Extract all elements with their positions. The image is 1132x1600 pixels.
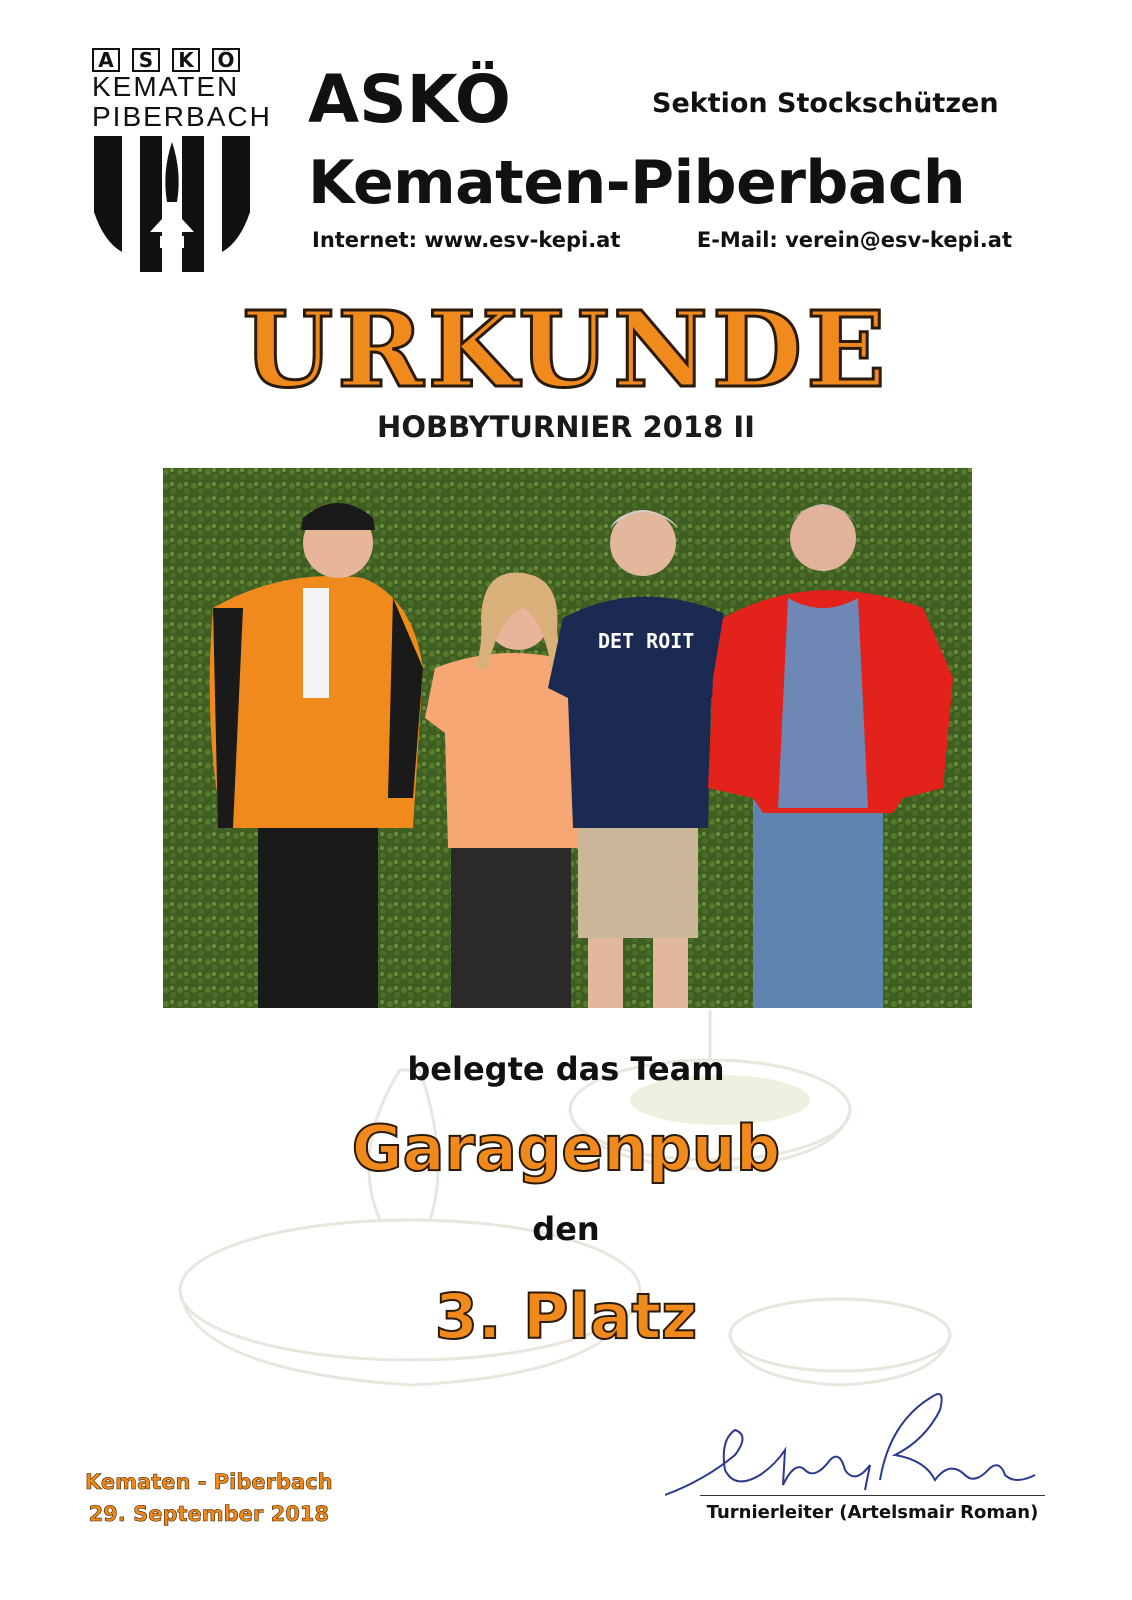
den-text: den <box>532 1210 600 1248</box>
email-link[interactable]: E-Mail: verein@esv-kepi.at <box>696 228 1012 252</box>
logo-letter: S <box>132 48 160 72</box>
date: 29. September 2018 <box>88 1502 330 1526</box>
svg-text:DET ROIT: DET ROIT <box>598 629 695 653</box>
logo-letter: A <box>92 48 120 72</box>
place: Kematen - Piberbach <box>85 1470 333 1494</box>
logo-shield-icon <box>92 132 252 274</box>
team-photo <box>163 468 972 1008</box>
contact-line <box>312 228 1012 252</box>
tournament-name: HOBBYTURNIER 2018 II <box>377 410 755 444</box>
logo-kematen: KEMATEN <box>92 71 240 102</box>
signature-caption: Turnierleiter (Artelsmair Roman) <box>706 1502 1039 1523</box>
logo-letter: K <box>172 48 200 72</box>
website-link[interactable]: Internet: www.esv-kepi.at <box>312 228 621 252</box>
club-name-line1: ASKÖ <box>308 61 511 138</box>
handwritten-signature <box>665 1380 1045 1510</box>
place-date-block <box>85 1466 333 1530</box>
logo-piberbach: PIBERBACH <box>92 101 272 132</box>
logo-letter-boxes <box>92 48 252 72</box>
section-name: Sektion Stockschützen <box>652 88 999 119</box>
team-name: Garagenpub <box>351 1112 781 1185</box>
club-name-line2: Kematen-Piberbach <box>308 148 966 218</box>
signature-line <box>700 1495 1045 1496</box>
team-intro-text: belegte das Team <box>407 1050 725 1088</box>
placement: 3. Platz <box>434 1280 698 1353</box>
club-logo <box>92 48 272 276</box>
certificate-title: URKUNDE <box>242 288 890 411</box>
logo-letter: Ö <box>212 48 240 72</box>
